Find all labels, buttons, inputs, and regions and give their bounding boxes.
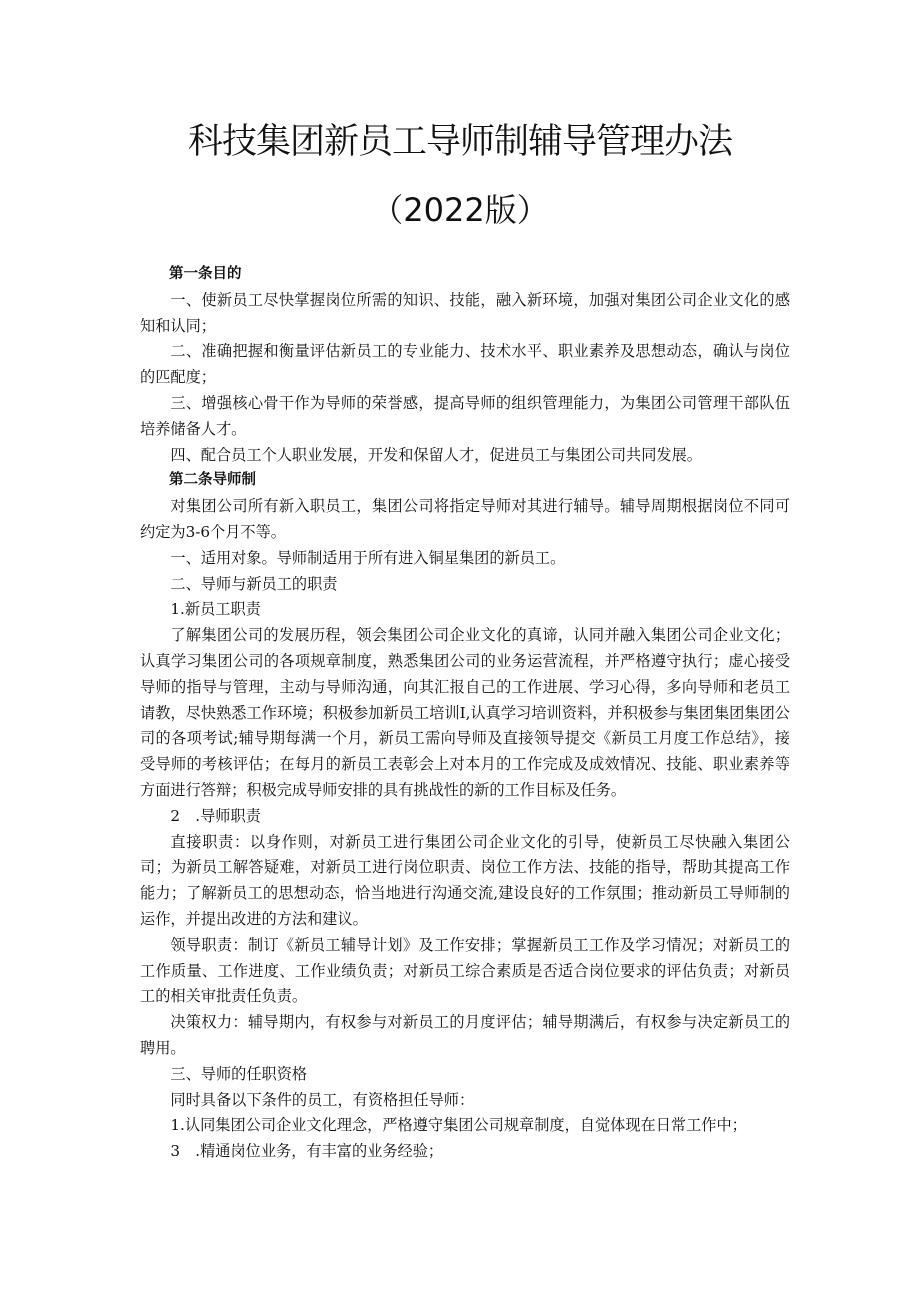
paragraph: 一、适用对象。导师制适用于所有进入铜星集团的新员工。 — [170, 548, 566, 567]
section-heading: 第一条目的 — [169, 266, 242, 282]
paragraph: 1.认同集团公司企业文化理念，严格遵守集团公司规章制度，自觉体现在日常工作中； — [170, 1116, 747, 1135]
paragraph: 直接职责：以身作则，对新员工进行集团公司企业文化的引导，使新员工尽快融入集团公司；为新员工解答疑难，对新员工进行岗位职责、岗位工作方法、技能的指导，帮助其提高工作能力；了解新员工的思想动态，恰当地进行沟通交流,建设良好的工作氛围；推动新员工导师制的运作，并提出改进的方法和建议。 — [140, 832, 790, 928]
paragraph: 2 .导师职责 — [170, 806, 261, 825]
paragraph: 二、准确把握和衡量评估新员工的专业能力、技术水平、职业素养及思想动态，确认与岗位的匹配度； — [140, 342, 790, 387]
paragraph: 3 .精通岗位业务，有丰富的业务经验； — [170, 1142, 444, 1161]
paragraph: 对集团公司所有新入职员工，集团公司将指定导师对其进行辅导。辅导周期根据岗位不同可约定为3-6个月不等。 — [140, 497, 790, 541]
section-heading: 第二条导师制 — [169, 472, 256, 489]
paragraph: 1.新员工职责 — [170, 600, 261, 619]
paragraph: 决策权力：辅导期内，有权参与对新员工的月度评估；辅导期满后，有权参与决定新员工的聘用。 — [140, 1013, 790, 1057]
document-title: 科技集团新员工导师制辅导管理办法 — [187, 122, 732, 162]
paragraph: 了解集团公司的发展历程，领会集团公司企业文化的真谛，认同并融入集团公司企业文化；认真学习集团公司的各项规章制度，熟悉集团公司的业务运营流程，并严格遵守执行；虚心接受导师的指导与管理，主动与导师沟通，向其汇报自己的工作进展、学习心得，多向导师和老员工请教，尽快熟悉工作环境；积极参加新员工培训I,认真学习培训资料，并积极参与集团集团集团公司的各项考试;辅导期每满一个月，新员工需向导师及直接领导提交《新员工月度工作总结》，接受导师的考核评估；在每月的新员工表彰会上对本月的工作完成及成效情况、技能、职业素养等方面进行答辩；积极完成导师安排的具有挑战性的新的工作目标及任务。 — [140, 626, 790, 799]
document-subtitle: （2022版） — [371, 191, 549, 229]
paragraph: 一、使新员工尽快掌握岗位所需的知识、技能，融入新环境，加强对集团公司企业文化的感知和认同； — [140, 290, 790, 335]
paragraph: 二、导师与新员工的职责 — [170, 574, 338, 593]
paragraph: 同时具备以下条件的员工，有资格担任导师： — [170, 1090, 475, 1109]
paragraph: 四、配合员工个人职业发展，开发和保留人才，促进员工与集团公司共同发展。 — [170, 445, 702, 464]
paragraph: 领导职责：制订《新员工辅导计划》及工作安排；掌握新员工工作及学习情况；对新员工的工作质量、工作进度、工作业绩负责；对新员工综合素质是否适合岗位要求的评估负责；对新员工的相关审批责任负责。 — [140, 935, 790, 1006]
paragraph: 三、增强核心骨干作为导师的荣誉感，提高导师的组织管理能力，为集团公司管理干部队伍培养储备人才。 — [140, 393, 790, 438]
paragraph: 三、导师的任职资格 — [170, 1064, 308, 1083]
document-body — [140, 262, 790, 1165]
